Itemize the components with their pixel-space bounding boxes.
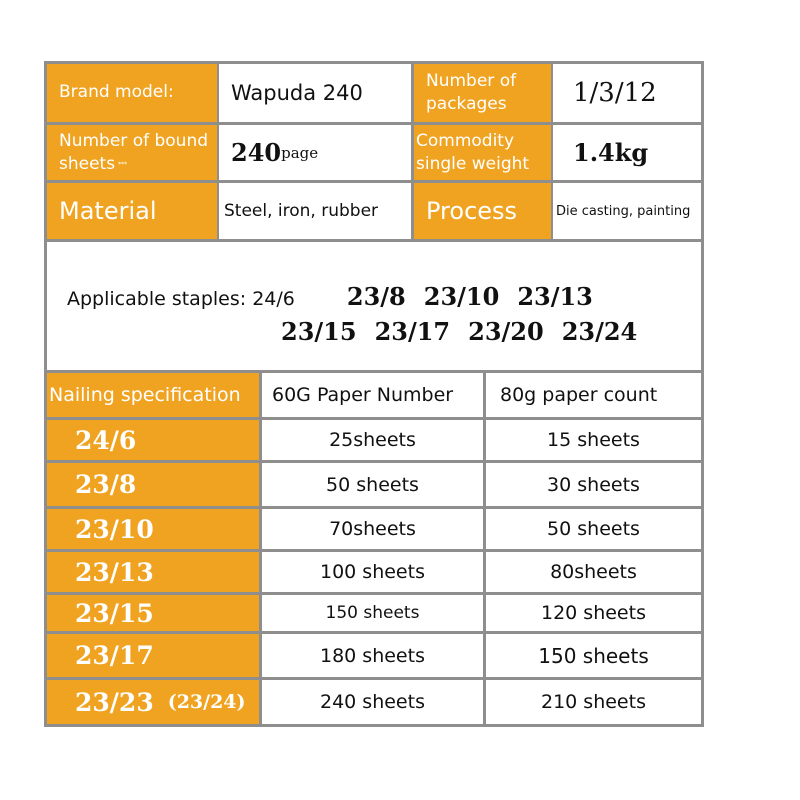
table-row-spec: 23/10	[47, 509, 259, 549]
product-spec-sheet	[44, 61, 704, 727]
table-cell-80g: 15 sheets	[486, 420, 701, 460]
staple-size: 23/15	[281, 317, 357, 346]
brand-model-value: Wapuda 240	[219, 64, 411, 122]
header-80g: 80g paper count	[486, 373, 701, 417]
staple-size: 23/20	[468, 317, 544, 346]
table-cell-80g: 80sheets	[486, 552, 701, 592]
table-row-spec: 23/23 (23/24)	[47, 680, 259, 724]
table-row-spec: 23/15	[47, 595, 259, 631]
spec-alt: (23/24)	[167, 691, 246, 713]
staple-size: 23/13	[517, 282, 593, 311]
table-row-spec: 23/8	[47, 463, 259, 506]
staples-label: Applicable staples: 24/6	[67, 288, 295, 310]
table-cell-80g: 210 sheets	[486, 680, 701, 724]
table-cell-60g: 70sheets	[262, 509, 483, 549]
header-nailing-spec: Nailing specification	[47, 373, 259, 417]
table-row-spec: 23/13	[47, 552, 259, 592]
table-row-spec: 23/17	[47, 634, 259, 677]
table-cell-80g: 50 sheets	[486, 509, 701, 549]
packages-label: Number of packages	[414, 64, 551, 122]
staple-size: 23/24	[561, 317, 638, 346]
staple-size: 23/8	[346, 282, 406, 311]
table-cell-80g: 150 sheets	[486, 634, 701, 677]
staple-size: 23/17	[374, 317, 451, 346]
table-cell-60g: 25sheets	[262, 420, 483, 460]
staple-size: 23/10	[423, 282, 500, 311]
unit-mark: ***	[118, 160, 128, 168]
process-value: Die casting, painting	[553, 183, 701, 239]
weight-label: Commodity single weight	[414, 125, 551, 180]
bound-sheets-value: 240 page	[219, 125, 411, 180]
weight-value: 1.4kg	[553, 125, 701, 180]
material-label: Material	[47, 183, 217, 239]
header-60g: 60G Paper Number	[262, 373, 483, 417]
applicable-staples	[47, 242, 701, 370]
table-cell-60g: 50 sheets	[262, 463, 483, 506]
packages-value: 1/3/12	[553, 64, 701, 122]
table-cell-60g: 150 sheets	[262, 595, 483, 631]
table-cell-80g: 120 sheets	[486, 595, 701, 631]
process-label: Process	[414, 183, 551, 239]
table-cell-60g: 100 sheets	[262, 552, 483, 592]
table-cell-80g: 30 sheets	[486, 463, 701, 506]
bound-sheets-label: Number of bound sheets ***	[47, 125, 217, 180]
table-row-spec: 24/6	[47, 420, 259, 460]
table-cell-60g: 180 sheets	[262, 634, 483, 677]
material-value: Steel, iron, rubber	[219, 183, 411, 239]
brand-model-label: Brand model:	[47, 64, 217, 122]
table-cell-60g: 240 sheets	[262, 680, 483, 724]
